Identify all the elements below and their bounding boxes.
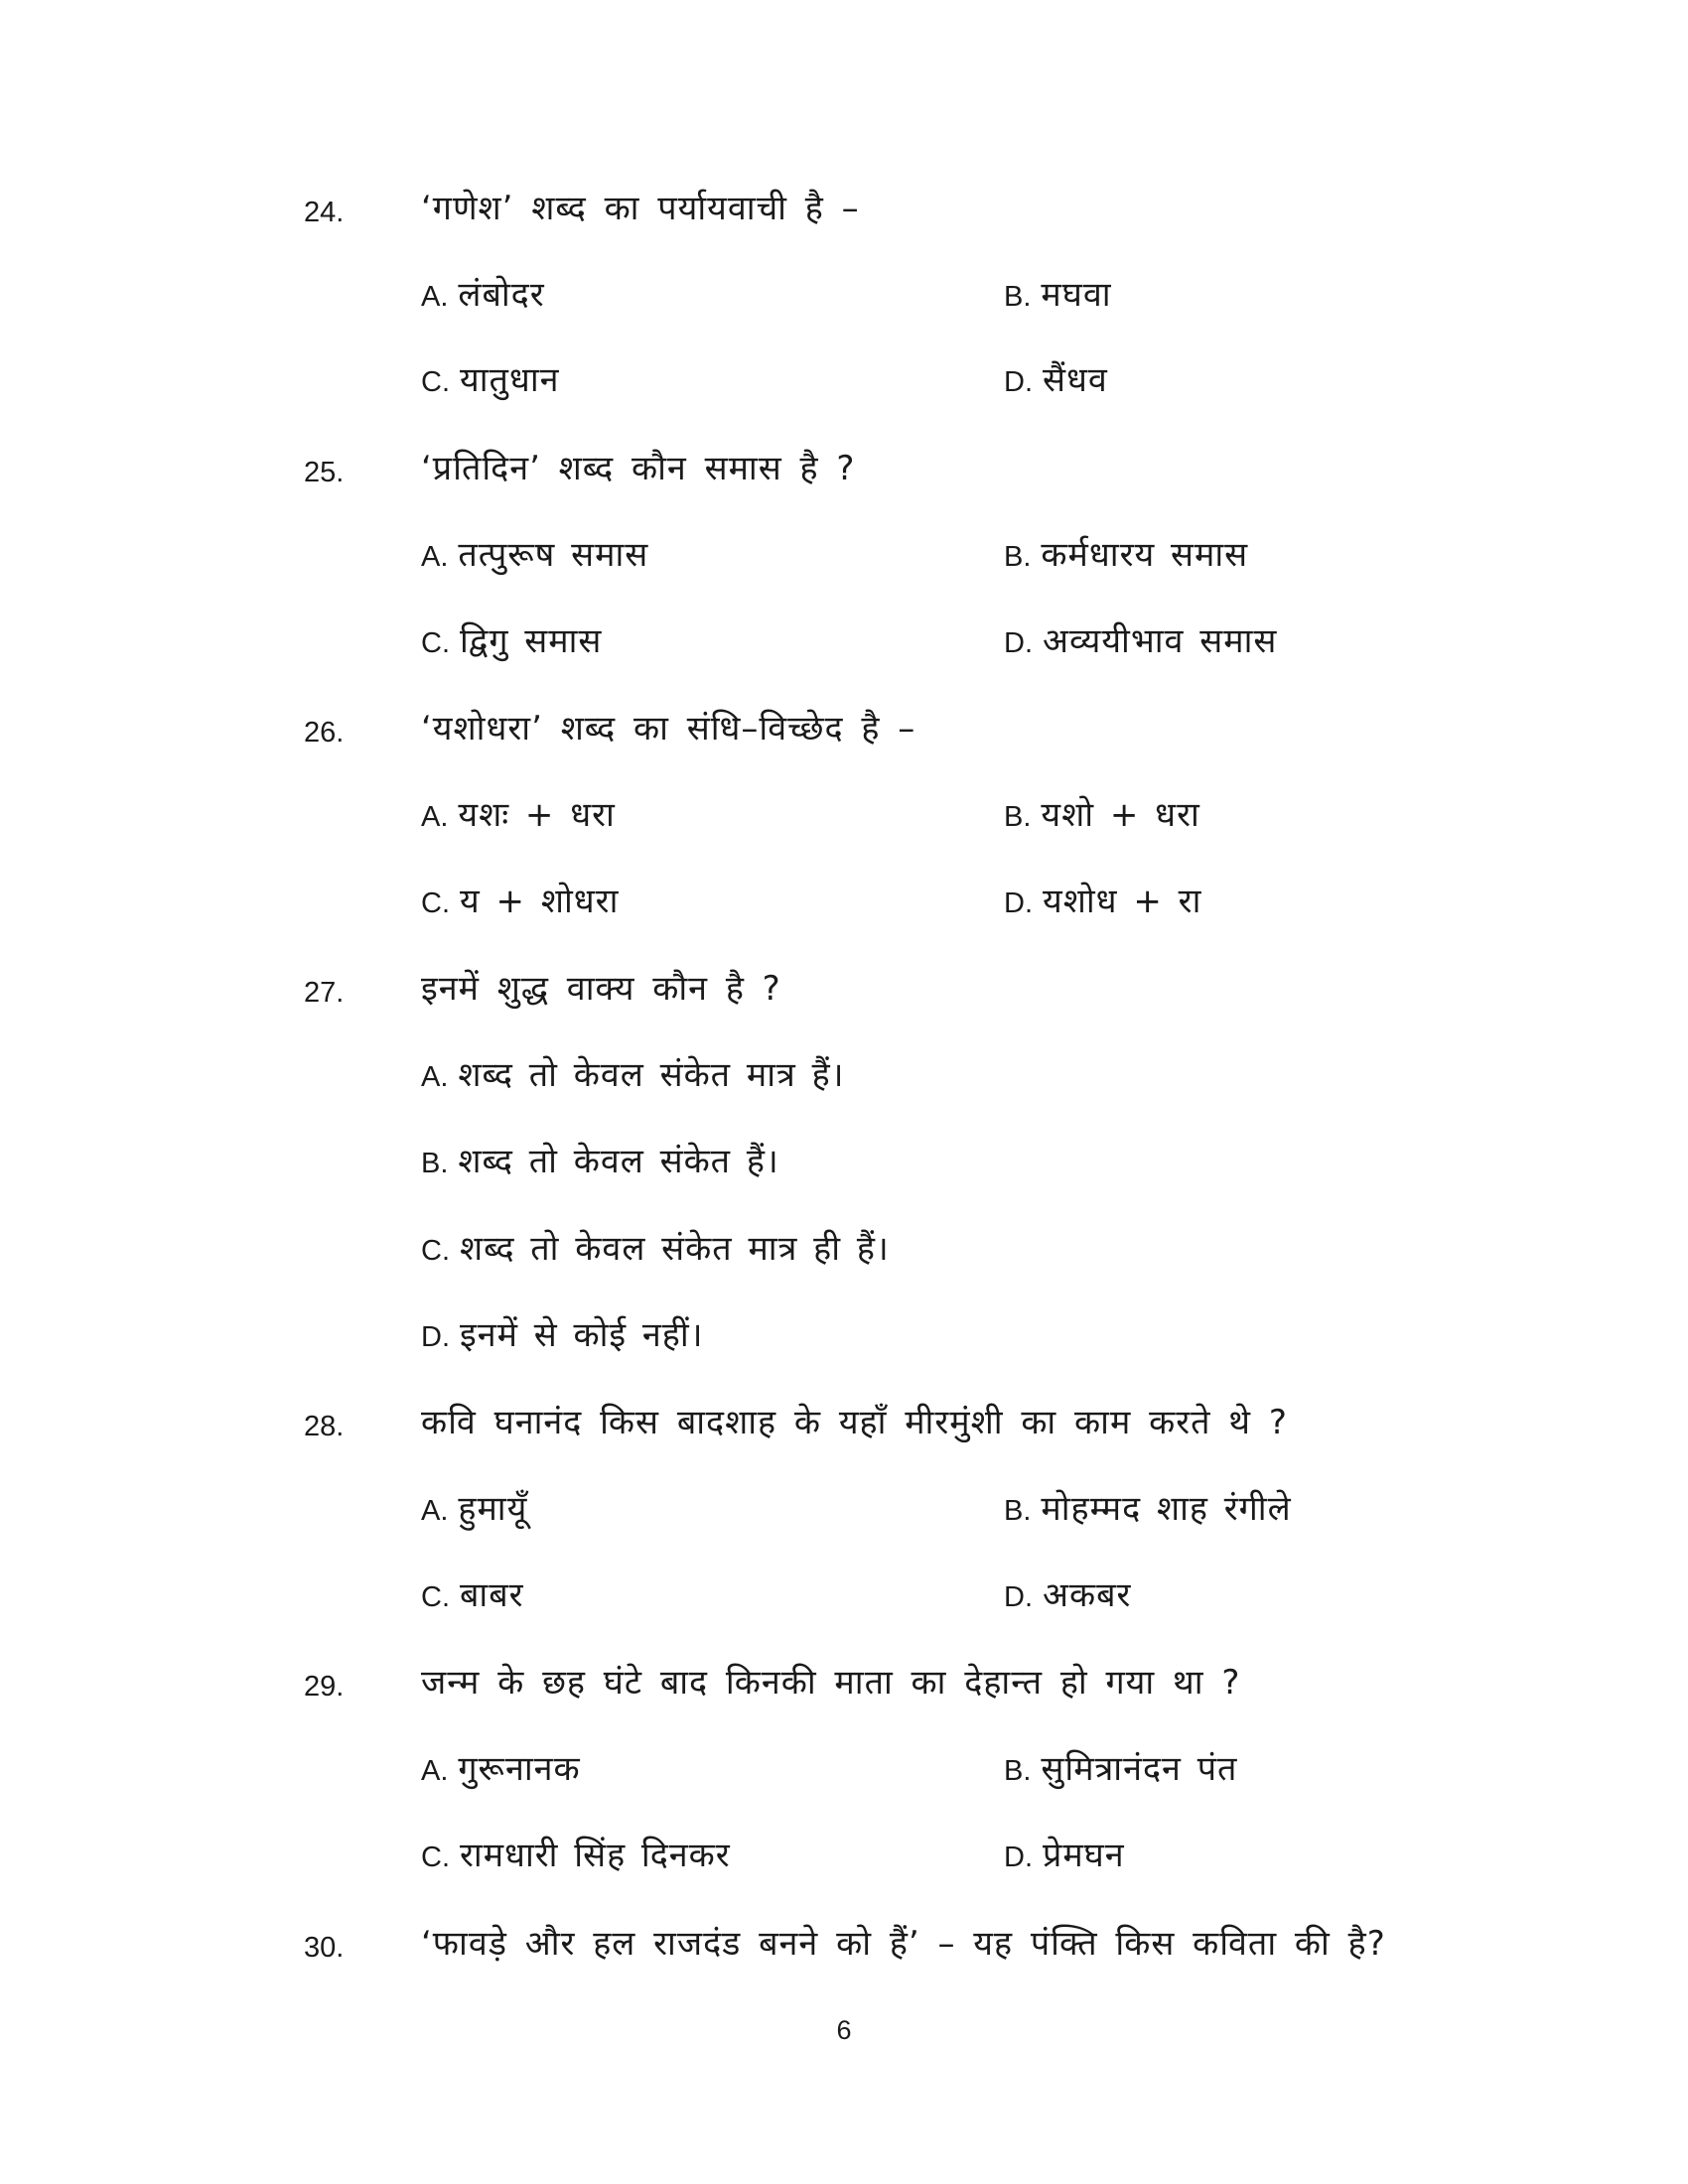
question-row (0, 179, 1688, 238)
question-text: ‘यशोधरा’ शब्द का संधि–विच्छेद है – (421, 709, 916, 749)
option-text: यातुधान (460, 360, 560, 400)
option-label: A. (421, 541, 449, 573)
option-row (0, 1305, 1688, 1365)
option-row (0, 1739, 1688, 1799)
option-text: इनमें से कोई नहीं। (460, 1315, 704, 1355)
option-text: रामधारी सिंह दिनकर (460, 1836, 731, 1875)
option-row (0, 872, 1688, 931)
option-text: शब्द तो केवल संकेत हैं। (458, 1142, 779, 1181)
question-number: 27. (304, 977, 345, 1009)
option-d (1004, 1826, 1125, 1887)
option-b (421, 1132, 779, 1193)
option-a (421, 525, 648, 587)
option-row (0, 612, 1688, 671)
option-row (0, 1566, 1688, 1625)
option-d (1004, 350, 1108, 412)
option-label: B. (1004, 1495, 1032, 1527)
option-label: D. (1004, 1581, 1033, 1613)
option-text: हुमायूँ (458, 1489, 528, 1529)
option-text: अकबर (1043, 1575, 1132, 1615)
option-b (1004, 1739, 1237, 1801)
option-text: यशः + धरा (458, 795, 616, 835)
option-label: C. (421, 1581, 450, 1613)
option-text: तत्पुरूष समास (458, 535, 649, 575)
option-label: C. (421, 627, 450, 659)
option-text: मोहम्मद शाह रंगीले (1041, 1489, 1292, 1529)
question-text: ‘फावड़े और हल राजदंड बनने को हैं’ – यह पंक्ति किस कविता की है? (421, 1924, 1386, 1964)
option-text: य + शोधरा (460, 882, 620, 921)
option-text: द्विगु समास (460, 621, 603, 661)
question-text: ‘गणेश’ शब्द का पर्यायवाची है – (421, 189, 860, 228)
option-b (1004, 1479, 1292, 1541)
question-row (0, 1393, 1688, 1452)
option-label: B. (1004, 1755, 1032, 1787)
option-label: D. (1004, 1842, 1033, 1873)
question-number: 26. (304, 717, 345, 749)
question-row (0, 699, 1688, 758)
option-text: शब्द तो केवल संकेत मात्र ही हैं। (460, 1229, 890, 1269)
option-label: C. (421, 1235, 450, 1267)
question-row (0, 439, 1688, 498)
question-row (0, 959, 1688, 1019)
question-number: 29. (304, 1671, 345, 1703)
option-row (0, 1045, 1688, 1105)
option-label: C. (421, 1842, 450, 1873)
option-label: B. (421, 1148, 449, 1179)
option-d (1004, 1566, 1131, 1627)
option-row (0, 1132, 1688, 1191)
question-text: ‘प्रतिदिन’ शब्द कौन समास है ? (421, 449, 856, 488)
option-label: D. (421, 1321, 450, 1353)
option-row (0, 1826, 1688, 1885)
option-text: यशोध + रा (1043, 882, 1202, 921)
option-a (421, 265, 545, 327)
option-a (421, 1739, 581, 1801)
option-d (1004, 872, 1201, 933)
question-number: 30. (304, 1932, 345, 1964)
question-text: जन्म के छह घंटे बाद किनकी माता का देहान्त हो गया था ? (421, 1663, 1241, 1703)
option-d (421, 1305, 704, 1367)
option-row (0, 265, 1688, 325)
question-number: 28. (304, 1411, 345, 1442)
option-row (0, 350, 1688, 410)
option-label: A. (421, 281, 449, 313)
option-text: बाबर (460, 1575, 524, 1615)
option-label: D. (1004, 887, 1033, 919)
question-number: 24. (304, 197, 345, 228)
option-label: A. (421, 1061, 449, 1093)
option-b (1004, 525, 1248, 587)
option-text: शब्द तो केवल संकेत मात्र हैं। (458, 1055, 845, 1095)
option-text: कर्मधारय समास (1041, 535, 1249, 575)
option-b (1004, 785, 1200, 847)
option-text: सैंधव (1043, 360, 1108, 400)
option-label: B. (1004, 281, 1032, 313)
option-text: लंबोदर (458, 275, 545, 315)
option-c (421, 1566, 524, 1627)
option-c (421, 1826, 731, 1887)
option-text: मघवा (1041, 275, 1112, 315)
option-text: यशो + धरा (1041, 795, 1200, 835)
option-row (0, 1479, 1688, 1539)
option-text: गुरूनानक (458, 1749, 581, 1789)
question-number: 25. (304, 457, 345, 488)
option-text: प्रेमघन (1043, 1836, 1125, 1875)
question-text: इनमें शुद्ध वाक्य कौन है ? (421, 969, 781, 1009)
option-label: A. (421, 801, 449, 833)
option-row (0, 525, 1688, 585)
option-text: सुमित्रानंदन पंत (1041, 1749, 1238, 1789)
question-row (0, 1914, 1688, 1974)
option-label: B. (1004, 801, 1032, 833)
option-b (1004, 265, 1112, 327)
option-c (421, 350, 560, 412)
option-c (421, 1219, 890, 1281)
option-label: D. (1004, 366, 1033, 398)
page-number: 6 (836, 2015, 852, 2045)
option-row (0, 1219, 1688, 1279)
option-label: B. (1004, 541, 1032, 573)
option-c (421, 612, 602, 673)
option-label: D. (1004, 627, 1033, 659)
option-d (1004, 612, 1277, 673)
option-row (0, 785, 1688, 845)
option-a (421, 1479, 527, 1541)
option-a (421, 1045, 845, 1107)
option-c (421, 872, 619, 933)
option-label: A. (421, 1755, 449, 1787)
option-label: A. (421, 1495, 449, 1527)
option-label: C. (421, 887, 450, 919)
question-text: कवि घनानंद किस बादशाह के यहाँ मीरमुंशी का काम करते थे ? (421, 1403, 1288, 1442)
option-label: C. (421, 366, 450, 398)
option-text: अव्ययीभाव समास (1043, 621, 1278, 661)
option-a (421, 785, 616, 847)
question-row (0, 1653, 1688, 1712)
